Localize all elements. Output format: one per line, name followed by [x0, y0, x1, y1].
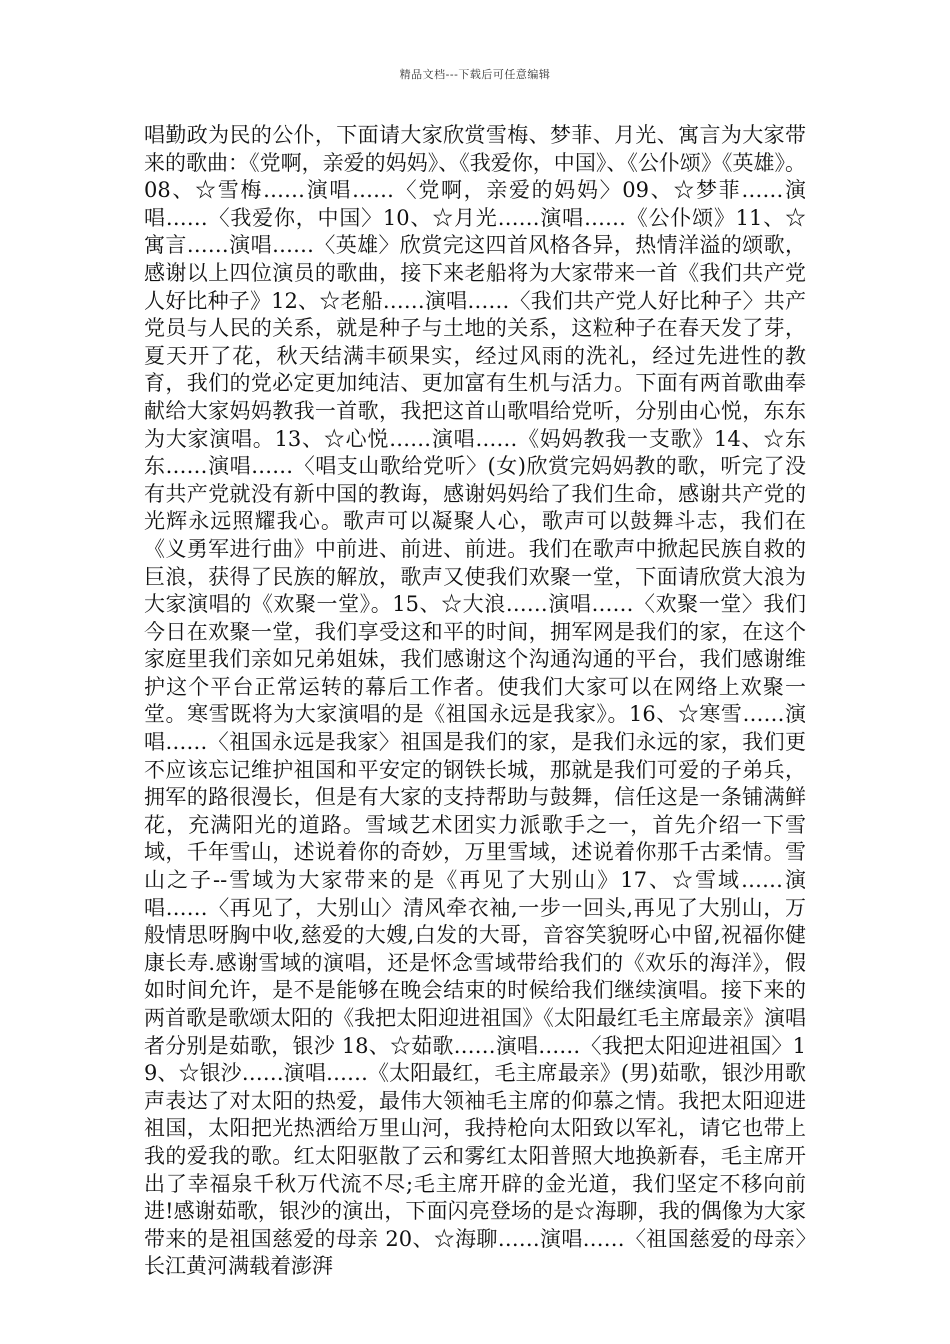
- page-header: 精品文档---下载后可任意编辑: [399, 68, 551, 81]
- body-paragraph: 唱勤政为民的公仆，下面请大家欣赏雪梅、梦菲、月光、寓言为大家带来的歌曲：《党啊，亲爱的妈妈》、《我爱你，中国》、《公仆颂》《英雄》。08、☆雪梅……演唱……〈党啊，亲爱的妈妈〉09、☆梦菲……演唱……〈我爱你，中国〉10、☆月光……演唱……《公仆颂》11、☆寓言……演唱……〈英雄〉欣赏完这四首风格各异，热情洋溢的颂歌，感谢以上四位演员的歌曲，接下来老船将为大家带来一首《我们共产党人好比种子》12、☆老船……演唱……〈我们共产党人好比种子〉共产党员与人民的关系，就是种子与土地的关系，这粒种子在春天发了芽，夏天开了花，秋天结满丰硕果实，经过风雨的洗礼，经过先进性的教育，我们的党必定更加纯洁、更加富有生机与活力。下面有两首歌曲奉献给大家妈妈教我一首歌，我把这首山歌唱给党听，分别由心悦，东东为大家演唱。13、☆心悦……演唱……《妈妈教我一支歌》14、☆东东……演唱……〈唱支山歌给党听〉(女)欣赏完妈妈教的歌，听完了没有共产党就没有新中国的教诲，感谢妈妈给了我们生命，感谢共产党的光辉永远照耀我心。歌声可以凝聚人心，歌声可以鼓舞斗志，我们在《义勇军进行曲》中前进、前进、前进。我们在歌声中掀起民族自救的巨浪，获得了民族的解放，歌声又使我们欢聚一堂，下面请欣赏大浪为大家演唱的《欢聚一堂》。15、☆大浪……演唱……〈欢聚一堂〉我们今日在欢聚一堂，我们享受这和平的时间，拥军网是我们的家，在这个家庭里我们亲如兄弟姐妹，我们感谢这个沟通沟通的平台，我们感谢维护这个平台正常运转的幕后工作者。使我们大家可以在网络上欢聚一堂。寒雪既将为大家演唱的是《祖国永远是我家》。16、☆寒雪……演唱……〈祖国永远是我家〉祖国是我们的家，是我们永远的家，我们更不应该忘记维护祖国和平安定的钢铁长城，那就是我们可爱的子弟兵，拥军的路很漫长，但是有大家的支持帮助与鼓舞，信任这是一条铺满鲜花，充满阳光的道路。雪域艺术团实力派歌手之一，首先介绍一下雪域，千年雪山，述说着你的奇妙，万里雪域，述说着你那千古柔情。雪山之子--雪域为大家带来的是《再见了大别山》17、☆雪域……演唱……〈再见了，大别山〉清风牵衣袖,一步一回头,再见了大别山，万般情思呀胸中收,慈爱的大嫂,白发的大哥，音容笑貌呀心中留,祝福你健康长寿.感谢雪域的演唱，还是怀念雪域带给我们的《欢乐的海洋》，假如时间允许，是不是能够在晚会结束的时候给我们继续演唱。接下来的两首歌是歌颂太阳的《我把太阳迎进祖国》《太阳最红毛主席最亲》演唱者分别是茹歌，银沙 18、☆茹歌……演唱……〈我把太阳迎进祖国〉19、☆银沙……演唱……《太阳最红，毛主席最亲》(男)茹歌，银沙用歌声表达了对太阳的热爱，最伟大领袖毛主席的仰慕之情。我把太阳迎进祖国，太阳把光热洒给万里山河，我持枪向太阳致以军礼，请它也带上我的爱我的歌。红太阳驱散了云和雾红太阳普照大地换新春，毛主席开出了幸福泉千秋万代流不尽;毛主席开辟的金光道，我们坚定不移向前进!感谢茹歌，银沙的演出，下面闪亮登场的是☆海聊，我的偶像为大家带来的是祖国慈爱的母亲 20、☆海聊……演唱……〈祖国慈爱的母亲〉长江黄河满载着澎湃: [144, 123, 806, 1279]
